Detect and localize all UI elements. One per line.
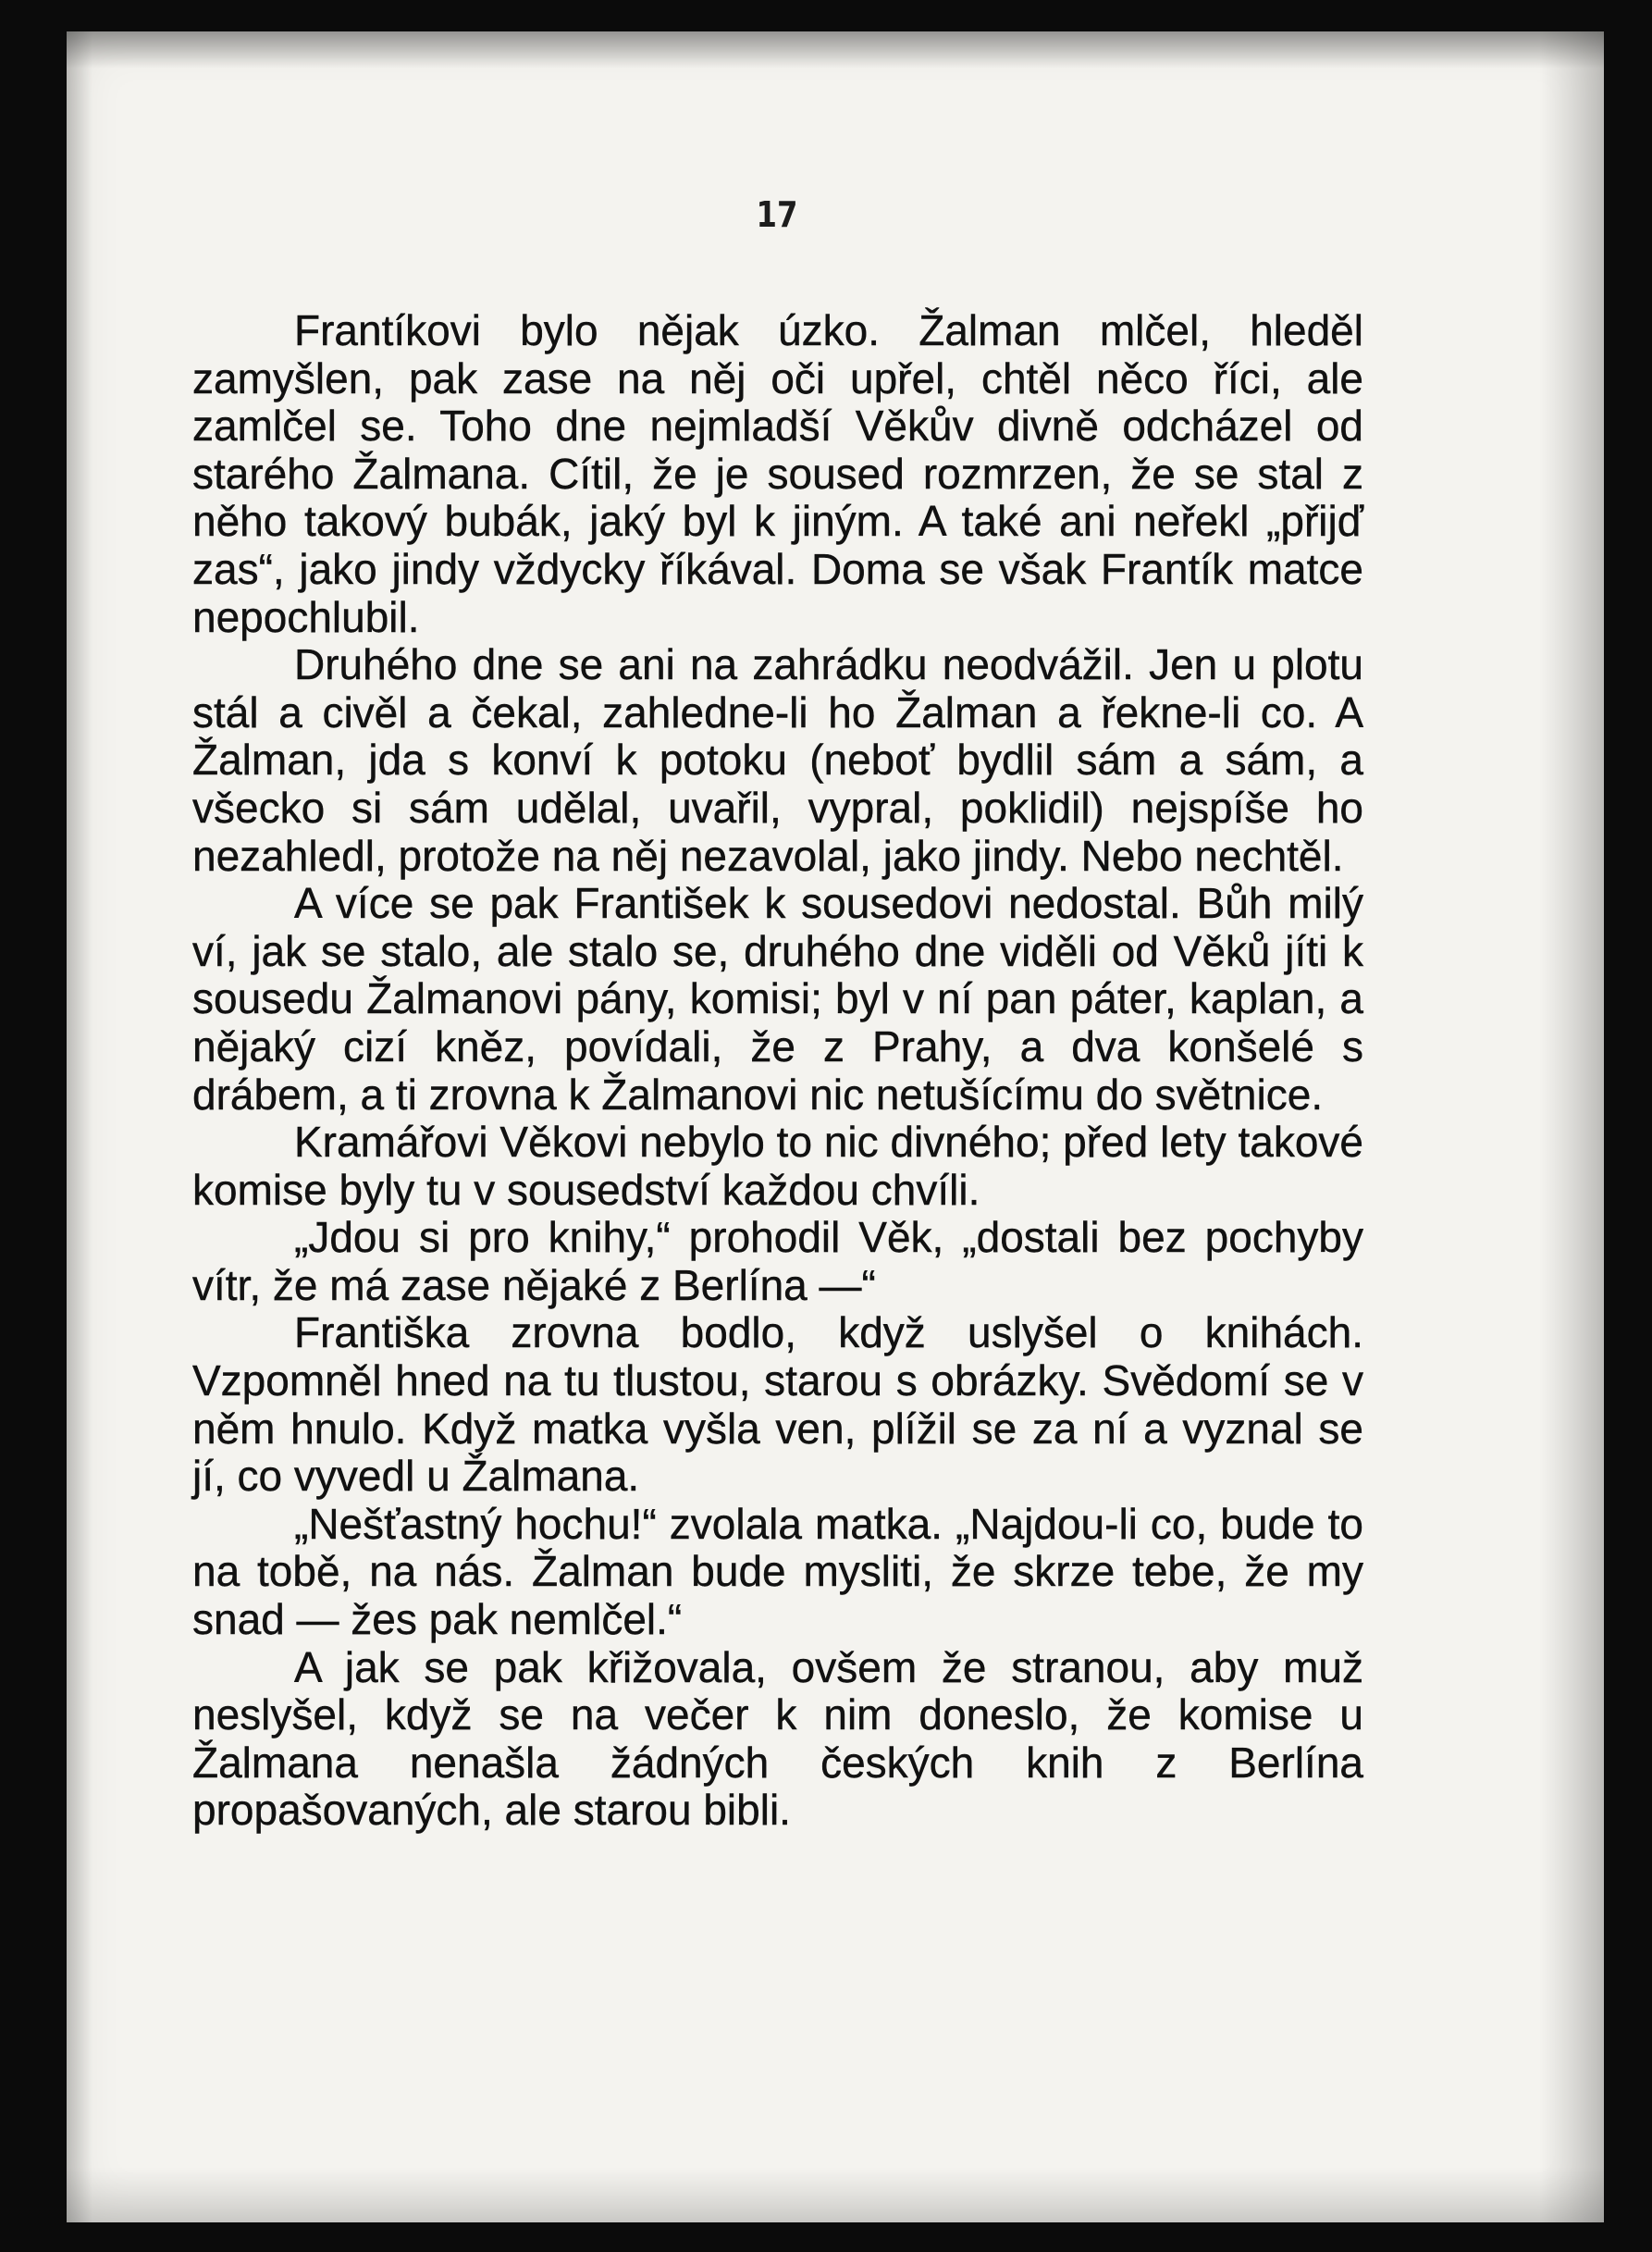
paragraph: Kramářovi Věkovi nebylo to nic divného; před lety takové komise byly tu v sousedství každou chvíli.: [192, 1118, 1363, 1214]
page-shadow-left: [67, 31, 92, 2222]
paragraph: Františka zrovna bodlo, když uslyšel o knihách. Vzpomněl hned na tu tlustou, starou s obrázky. Svědomí se v něm hnulo. Když matka vyšla ven, plížil se za ní a vyznal se jí, co vyvedl u Žalmana.: [192, 1308, 1363, 1501]
page-number: 17: [756, 194, 798, 235]
paragraph: A jak se pak křižovala, ovšem že stranou, aby muž neslyšel, když se na večer k nim doneslo, že komise u Žalmana nenašla žádných českých knih z Berlína propašovaných, ale starou bibli.: [192, 1642, 1363, 1835]
paragraph: A více se pak František k sousedovi nedostal. Bůh milý ví, jak se stalo, ale stalo se, druhého dne viděli od Věků jíti k sousedu Žalmanovi pány, komisi; byl v ní pan páter, kaplan, a nějaký cizí kněz, povídali, že z Prahy, a dva konšelé s drábem, a ti zrovna k Žalmanovi nic netušícímu do světnice.: [192, 879, 1363, 1119]
page-shadow-top: [67, 31, 1604, 68]
paragraph: „Nešťastný hochu!“ zvolala matka. „Najdou-li co, bude to na tobě, na nás. Žalman bude mysliti, že skrze tebe, že my snad — žes pak nemlčel.“: [192, 1499, 1363, 1644]
paragraph: Frantíkovi bylo nějak úzko. Žalman mlčel, hleděl zamyšlen, pak zase na něj oči upřel, chtěl něco říci, ale zamlčel se. Toho dne nejmladší Věkův divně odcházel od starého Žalmana. Cítil, že je soused rozmrzen, že se stal z něho takový bubák, jaký byl k jiným. A také ani neřekl „přijď zas“, jako jindy vždycky říkával. Doma se však Frantík matce nepochlubil.: [192, 306, 1363, 641]
page-shadow-right: [1539, 31, 1604, 2222]
paragraph: „Jdou si pro knihy,“ prohodil Věk, „dostali bez pochyby vítr, že má zase nějaké z Berlína —“: [192, 1213, 1363, 1309]
body-text: [192, 307, 1363, 1835]
paragraph: Druhého dne se ani na zahrádku neodvážil. Jen u plotu stál a civěl a čekal, zahledne-li ho Žalman a řekne-li co. A Žalman, jda s konví k potoku (neboť bydlil sám a sám, a všecko si sám udělal, uvařil, vypral, poklidil) nejspíše ho nezahledl, protože na něj nezavolal, jako jindy. Nebo nechtěl.: [192, 640, 1363, 880]
page-shadow-bottom: [67, 2167, 1604, 2222]
